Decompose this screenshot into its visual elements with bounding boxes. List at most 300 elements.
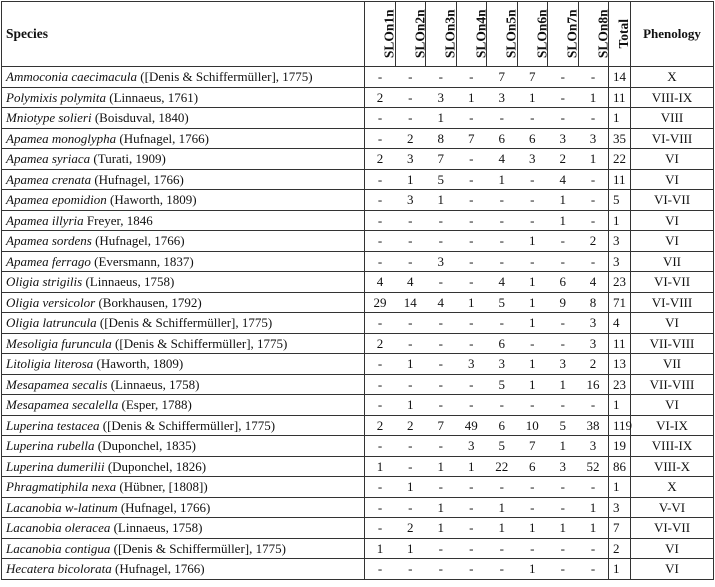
site-count-cell: 3 [487, 354, 518, 375]
site-count-cell: - [578, 477, 609, 498]
site-count-cell: 6 [517, 128, 548, 149]
species-binomial: Mesapamea secalella [6, 397, 119, 412]
phenology-cell: VI [631, 210, 714, 231]
table-row [2, 231, 714, 252]
site-count-cell: - [456, 190, 487, 211]
site-count-cell: - [456, 497, 487, 518]
species-cell [2, 354, 365, 375]
site-count-cell: 1 [548, 518, 579, 539]
table-row [2, 436, 714, 457]
site-count-cell: - [548, 231, 579, 252]
site-count-cell: 3 [517, 149, 548, 170]
total-cell: 23 [609, 272, 631, 293]
species-author: (Haworth, 1809) [106, 192, 197, 207]
site-count-cell: 3 [578, 333, 609, 354]
total-cell: 86 [609, 456, 631, 477]
total-cell: 1 [609, 395, 631, 416]
species-binomial: Phragmatiphila nexa [6, 479, 117, 494]
site-count-cell: - [426, 559, 457, 580]
site-count-cell: 3 [578, 128, 609, 149]
site-count-cell: - [548, 87, 579, 108]
site-count-cell: - [365, 354, 396, 375]
total-header-label: Total [616, 19, 632, 49]
site-count-cell: 6 [487, 415, 518, 436]
site-count-cell: 3 [487, 87, 518, 108]
site-count-cell: - [365, 108, 396, 129]
site-count-cell: - [548, 395, 579, 416]
site-count-cell: - [395, 313, 426, 334]
table-row [2, 354, 714, 375]
species-binomial: Polymixis polymita [6, 89, 107, 105]
site-count-cell: - [487, 313, 518, 334]
site-count-cell: 1 [426, 456, 457, 477]
species-author: (Eversmann, 1837) [90, 253, 194, 269]
site-count-cell: - [426, 210, 457, 231]
site-count-cell: 1 [578, 149, 609, 170]
site-count-cell: 2 [365, 87, 396, 108]
total-cell: 119 [609, 415, 631, 436]
table-row [2, 128, 714, 149]
species-column-header: Species [2, 2, 365, 67]
table-row [2, 538, 714, 559]
phenology-cell: VI [631, 559, 714, 580]
site-count-cell: 2 [578, 231, 609, 252]
species-binomial: Lacanobia contigua [6, 540, 111, 556]
site-count-cell: - [426, 538, 457, 559]
site-count-cell: - [548, 67, 579, 88]
table-row [2, 149, 714, 170]
site-count-cell: 8 [578, 292, 609, 313]
table-row [2, 169, 714, 190]
site-count-cell: - [395, 497, 426, 518]
species-author: ([Denis & Schiffermüller], 1775) [96, 315, 273, 330]
total-cell: 19 [609, 436, 631, 457]
species-cell [2, 67, 365, 88]
species-cell [2, 108, 365, 129]
site-count-cell: 16 [578, 374, 609, 395]
site-count-cell: - [578, 395, 609, 416]
site-count-cell: - [456, 149, 487, 170]
table-row [2, 313, 714, 334]
site-count-cell: 1 [456, 87, 487, 108]
total-cell: 23 [609, 374, 631, 395]
species-cell [2, 538, 365, 559]
species-cell [2, 374, 365, 395]
site-count-cell: 1 [517, 231, 548, 252]
site-count-cell: 1 [517, 87, 548, 108]
site-count-cell: - [487, 559, 518, 580]
site-count-cell: 1 [426, 190, 457, 211]
site-count-cell: 1 [548, 210, 579, 231]
table-row [2, 456, 714, 477]
species-cell [2, 190, 365, 211]
site-count-cell: - [487, 231, 518, 252]
species-table [1, 1, 714, 580]
site-count-cell: 1 [487, 169, 518, 190]
site-count-cell: 29 [365, 292, 396, 313]
total-cell: 11 [609, 169, 631, 190]
phenology-cell: VI [631, 313, 714, 334]
site-count-cell: - [426, 313, 457, 334]
site-count-cell: 4 [395, 272, 426, 293]
site-count-cell: 1 [578, 87, 609, 108]
site-count-cell: 22 [487, 456, 518, 477]
species-binomial: Mesapamea secalis [6, 376, 108, 392]
site-column-header [517, 2, 548, 67]
site-count-cell: - [426, 395, 457, 416]
site-count-cell: - [517, 477, 548, 498]
site-count-cell: - [548, 333, 579, 354]
site-count-cell: - [517, 169, 548, 190]
site-column-header [365, 2, 396, 67]
site-count-cell: 7 [456, 128, 487, 149]
site-count-cell: 6 [548, 272, 579, 293]
species-cell [2, 333, 365, 354]
phenology-cell: VI-VIII [631, 128, 714, 149]
site-count-cell: - [456, 67, 487, 88]
species-binomial: Luperina testacea [6, 417, 100, 433]
site-count-cell: - [365, 559, 396, 580]
site-count-cell: - [395, 108, 426, 129]
species-binomial: Lacanobia oleracea [6, 520, 111, 535]
site-count-cell: 7 [426, 415, 457, 436]
phenology-cell: V-VI [631, 497, 714, 518]
site-count-cell: 5 [487, 374, 518, 395]
site-count-cell: - [426, 436, 457, 457]
species-author: (Duponchel, 1826) [104, 458, 207, 474]
site-count-cell: - [365, 313, 396, 334]
site-count-cell: - [487, 108, 518, 129]
site-count-cell: 6 [487, 333, 518, 354]
site-count-cell: - [395, 374, 426, 395]
species-author: (Boisduval, 1840) [91, 110, 189, 125]
species-cell [2, 477, 365, 498]
site-count-cell: - [517, 497, 548, 518]
site-count-cell: - [578, 169, 609, 190]
species-author: (Linnaeus, 1761) [106, 89, 199, 105]
site-count-cell: - [365, 251, 396, 272]
table-row [2, 108, 714, 129]
site-count-cell: - [578, 251, 609, 272]
species-binomial: Apamea monoglypha [6, 130, 117, 146]
site-count-cell: 4 [487, 149, 518, 170]
site-count-cell: 1 [517, 313, 548, 334]
site-count-cell: 6 [487, 128, 518, 149]
species-cell [2, 251, 365, 272]
species-binomial: Oligia versicolor [6, 294, 96, 310]
site-count-cell: 3 [548, 128, 579, 149]
species-author: Freyer, 1846 [83, 212, 153, 228]
site-count-cell: - [395, 559, 426, 580]
table-body [2, 67, 714, 580]
site-count-cell: 4 [548, 169, 579, 190]
site-count-cell: 1 [578, 518, 609, 539]
site-count-cell: 1 [365, 538, 396, 559]
site-count-cell: 1 [395, 395, 426, 416]
site-count-cell: 2 [395, 128, 426, 149]
phenology-cell: VI [631, 395, 714, 416]
table-row [2, 497, 714, 518]
site-count-cell: 2 [395, 415, 426, 436]
site-count-cell: - [426, 374, 457, 395]
total-cell: 35 [609, 128, 631, 149]
site-count-cell: - [578, 67, 609, 88]
table-row [2, 292, 714, 313]
total-cell: 71 [609, 292, 631, 313]
species-author: (Hufnagel, 1766) [91, 171, 184, 187]
site-count-cell: 1 [548, 436, 579, 457]
phenology-cell: VII-VIII [631, 374, 714, 395]
site-count-cell: 49 [456, 415, 487, 436]
site-count-cell: - [426, 231, 457, 252]
site-count-cell: - [517, 333, 548, 354]
species-binomial: Apamea syriaca [6, 151, 91, 166]
site-count-cell: 1 [517, 559, 548, 580]
species-author: ([Denis & Schiffermüller], 1775) [110, 540, 286, 556]
total-cell: 22 [609, 149, 631, 170]
site-count-cell: 14 [395, 292, 426, 313]
site-count-cell: 9 [548, 292, 579, 313]
site-count-cell: - [548, 538, 579, 559]
site-count-cell: - [395, 251, 426, 272]
total-cell: 3 [609, 497, 631, 518]
species-binomial: Apamea illyria [6, 212, 84, 228]
site-count-cell: - [548, 477, 579, 498]
species-cell [2, 456, 365, 477]
species-cell [2, 292, 365, 313]
site-count-cell: - [365, 128, 396, 149]
site-count-cell: 3 [426, 87, 457, 108]
species-cell [2, 128, 365, 149]
site-count-cell: 3 [395, 190, 426, 211]
site-count-cell: - [517, 251, 548, 272]
species-binomial: Oligia latruncula [6, 315, 97, 330]
phenology-cell: VIII-IX [631, 87, 714, 108]
site-count-cell: - [426, 354, 457, 375]
phenology-cell: VIII-IX [631, 436, 714, 457]
site-count-cell: - [365, 190, 396, 211]
species-author: (Linnaeus, 1758) [107, 376, 200, 392]
species-cell [2, 518, 365, 539]
phenology-cell: VI-VII [631, 518, 714, 539]
site-count-cell: 5 [487, 292, 518, 313]
site-count-cell: 5 [487, 436, 518, 457]
species-cell [2, 395, 365, 416]
site-count-cell: - [395, 231, 426, 252]
site-count-cell: - [456, 169, 487, 190]
table-row [2, 251, 714, 272]
site-count-cell: 3 [548, 354, 579, 375]
site-header-label: SLOn2n [412, 9, 428, 59]
species-author: (Hufnagel, 1766) [111, 561, 205, 576]
site-count-cell: - [456, 395, 487, 416]
site-count-cell: - [487, 251, 518, 272]
site-count-cell: 38 [578, 415, 609, 436]
site-count-cell: - [578, 108, 609, 129]
species-cell [2, 559, 365, 580]
species-binomial: Apamea ferrago [6, 253, 91, 269]
site-count-cell: - [365, 231, 396, 252]
phenology-cell: VI-VII [631, 272, 714, 293]
table-row [2, 210, 714, 231]
site-count-cell: 10 [517, 415, 548, 436]
phenology-cell: VIII-X [631, 456, 714, 477]
site-count-cell: - [456, 559, 487, 580]
species-binomial: Apamea crenata [6, 171, 92, 187]
site-count-cell: - [456, 518, 487, 539]
species-author: (Esper, 1788) [118, 397, 192, 412]
site-count-cell: 1 [395, 477, 426, 498]
site-count-cell: - [548, 313, 579, 334]
species-binomial: Mniotype solieri [6, 110, 92, 125]
species-author: (Hufnagel, 1766) [116, 130, 209, 146]
species-binomial: Lacanobia w-latinum [6, 499, 118, 515]
total-cell: 11 [609, 333, 631, 354]
table-row [2, 559, 714, 580]
site-count-cell: - [456, 251, 487, 272]
site-header-label: SLOn7n [564, 9, 580, 59]
site-count-cell: 1 [517, 374, 548, 395]
phenology-cell: VI-VIII [631, 292, 714, 313]
site-count-cell: - [456, 313, 487, 334]
species-binomial: Litoligia literosa [6, 356, 94, 371]
site-count-cell: 7 [517, 67, 548, 88]
site-count-cell: 1 [426, 108, 457, 129]
species-binomial: Apamea epomidion [6, 192, 107, 207]
site-count-cell: 1 [456, 292, 487, 313]
site-count-cell: - [456, 333, 487, 354]
site-count-cell: 8 [426, 128, 457, 149]
species-binomial: Luperina dumerilii [6, 458, 105, 474]
total-cell: 3 [609, 251, 631, 272]
phenology-cell: VI-VII [631, 190, 714, 211]
site-count-cell: 1 [426, 518, 457, 539]
site-count-cell: - [365, 210, 396, 231]
species-author: (Hufnagel, 1766) [91, 233, 185, 248]
site-count-cell: - [578, 559, 609, 580]
table-row [2, 67, 714, 88]
total-cell: 14 [609, 67, 631, 88]
site-count-cell: 1 [487, 497, 518, 518]
site-count-cell: - [517, 395, 548, 416]
site-count-cell: - [426, 333, 457, 354]
site-count-cell: 1 [517, 272, 548, 293]
site-count-cell: - [456, 477, 487, 498]
site-count-cell: 2 [578, 354, 609, 375]
total-cell: 2 [609, 538, 631, 559]
site-header-label: SLOn8n [595, 9, 611, 59]
phenology-cell: VI [631, 231, 714, 252]
species-cell [2, 497, 365, 518]
site-count-cell: 3 [395, 149, 426, 170]
site-count-cell: - [456, 231, 487, 252]
site-count-cell: 5 [426, 169, 457, 190]
species-author: (Haworth, 1809) [93, 356, 184, 371]
phenology-cell: VI-IX [631, 415, 714, 436]
site-column-header [456, 2, 487, 67]
phenology-cell: VIII [631, 108, 714, 129]
table-row [2, 87, 714, 108]
site-count-cell: - [395, 436, 426, 457]
phenology-cell: X [631, 67, 714, 88]
site-count-cell: 1 [395, 538, 426, 559]
site-count-cell: 5 [548, 415, 579, 436]
phenology-cell: VI [631, 538, 714, 559]
site-count-cell: - [395, 67, 426, 88]
site-column-header [395, 2, 426, 67]
total-cell: 13 [609, 354, 631, 375]
site-count-cell: 3 [426, 251, 457, 272]
total-cell: 1 [609, 210, 631, 231]
site-count-cell: 2 [395, 518, 426, 539]
site-count-cell: 7 [426, 149, 457, 170]
site-count-cell: - [365, 497, 396, 518]
phenology-column-header: Phenology [631, 2, 714, 67]
species-author: (Linnaeus, 1758) [110, 520, 203, 535]
site-count-cell: - [365, 436, 396, 457]
species-author: ([Denis & Schiffermüller], 1775) [137, 69, 313, 84]
phenology-cell: VI [631, 149, 714, 170]
site-count-cell: - [365, 477, 396, 498]
phenology-cell: VII [631, 251, 714, 272]
species-author: (Duponchel, 1835) [94, 438, 196, 453]
site-count-cell: 1 [395, 354, 426, 375]
site-count-cell: - [517, 108, 548, 129]
site-header-label: SLOn3n [442, 9, 458, 59]
species-author: (Hufnagel, 1766) [117, 499, 211, 515]
site-count-cell: 1 [487, 518, 518, 539]
site-count-cell: - [395, 456, 426, 477]
species-cell [2, 210, 365, 231]
site-count-cell: - [548, 559, 579, 580]
site-count-cell: - [456, 374, 487, 395]
site-count-cell: 1 [517, 292, 548, 313]
table-row [2, 333, 714, 354]
site-count-cell: - [365, 67, 396, 88]
species-cell [2, 149, 365, 170]
site-count-cell: 52 [578, 456, 609, 477]
total-cell: 1 [609, 108, 631, 129]
site-count-cell: - [517, 190, 548, 211]
total-cell: 4 [609, 313, 631, 334]
site-count-cell: - [456, 210, 487, 231]
site-count-cell: 1 [365, 456, 396, 477]
site-count-cell: 1 [456, 456, 487, 477]
site-count-cell: 2 [365, 333, 396, 354]
species-cell [2, 272, 365, 293]
species-cell [2, 169, 365, 190]
header-row [2, 2, 714, 67]
site-count-cell: 6 [517, 456, 548, 477]
site-count-cell: 1 [395, 169, 426, 190]
site-count-cell: 3 [548, 456, 579, 477]
site-count-cell: - [395, 87, 426, 108]
site-count-cell: 1 [517, 354, 548, 375]
species-binomial: Hecatera bicolorata [6, 561, 112, 576]
site-count-cell: 7 [487, 67, 518, 88]
site-count-cell: - [365, 169, 396, 190]
site-count-cell: 4 [487, 272, 518, 293]
table-row [2, 395, 714, 416]
site-count-cell: - [548, 497, 579, 518]
site-count-cell: - [487, 395, 518, 416]
site-count-cell: - [395, 210, 426, 231]
site-count-cell: 7 [517, 436, 548, 457]
total-cell: 11 [609, 87, 631, 108]
phenology-cell: VI [631, 169, 714, 190]
site-count-cell: - [456, 272, 487, 293]
phenology-cell: VII-VIII [631, 333, 714, 354]
